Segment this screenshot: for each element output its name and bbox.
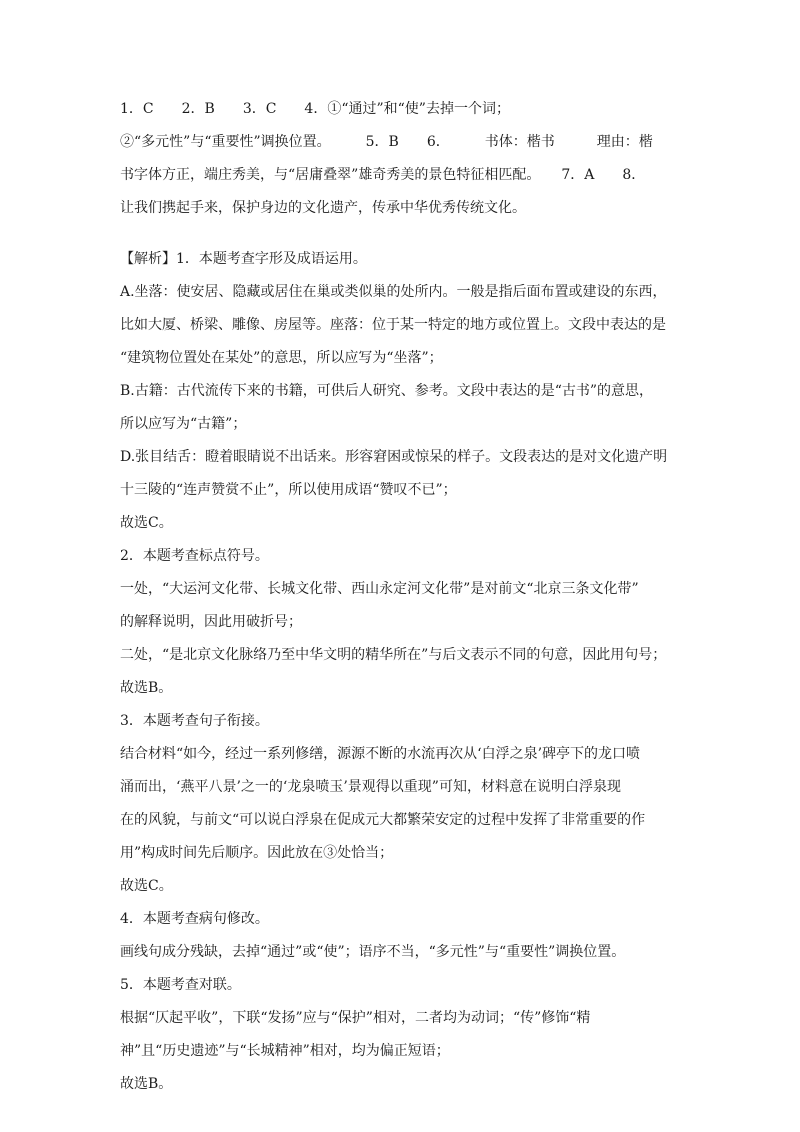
analysis-line: 涌而出，‘燕平八景’之一的‘龙泉喷玉’景观得以重现”可知，材料意在说明白浮泉现 [120,779,621,795]
analysis-line: 5．本题考查对联。 [120,977,241,993]
analysis-line: 2．本题考查标点符号。 [120,548,269,564]
analysis-line: A.坐落：使安居、隐藏或居住在巢或类似巢的处所内。一般是指后面布置或建设的东西， [120,284,667,300]
answer-line-1: 1．C 2．B 3．C 4．①“通过”和“使”去掉一个词； [120,101,510,117]
answer-line-4: 让我们携起手来，保护身边的文化遗产，传承中华优秀传统文化。 [120,200,526,216]
analysis-line: 的解释说明，因此用破折号； [120,614,302,630]
analysis-line: 根据“仄起平收”，下联“发扬”应与“保护”相对，二者均为动词；“传”修饰“精 [120,1010,591,1026]
analysis-line: 二处，“是北京文化脉络乃至中华文明的精华所在”与后文表示不同的句意，因此用句号； [120,647,667,663]
analysis-line: 比如大厦、桥梁、雕像、房屋等。座落：位于某一特定的地方或位置上。文段中表达的是 [120,317,666,333]
analysis-line: 故选B。 [120,680,173,696]
analysis-line: 3．本题考查句子衔接。 [120,713,269,729]
analysis-line: 一处，“大运河文化带、长城文化带、西山永定河文化带”是对前文“北京三条文化带” [120,581,639,597]
analysis-line: “建筑物位置处在某处”的意思，所以应写为“坐落”； [120,350,443,366]
analysis-line: B.古籍：古代流传下来的书籍，可供后人研究、参考。文段中表达的是“古书”的意思， [120,383,654,399]
analysis-line: 故选C。 [120,515,173,531]
analysis-line: 十三陵的“连声赞赏不止”，所以使用成语“赞叹不已”； [120,482,457,498]
analysis-line: 故选C。 [120,878,173,894]
analysis-line: 4．本题考查病句修改。 [120,911,269,927]
analysis-line: 在的风貌，与前文“可以说白浮泉在促成元大都繁荣安定的过程中发挥了非常重要的作 [120,812,646,828]
analysis-line: 所以应写为“古籍”； [120,416,247,432]
analysis-line: D.张目结舌：瞪着眼睛说不出话来。形容窘困或惊呆的样子。文段表达的是对文化遗产明 [120,449,668,465]
analysis-line: 结合材料“如今，经过一系列修缮，源源不断的水流再次从‘白浮之泉’碑亭下的龙口喷 [120,746,641,762]
analysis-line: 故选B。 [120,1076,173,1092]
answer-line-3: 书字体方正，端庄秀美，与“居庸叠翠”雄奇秀美的景色特征相匹配。 7．A 8． [120,167,646,183]
analysis-line: 用”构成时间先后顺序。因此放在③处恰当； [120,845,394,861]
analysis-line: 【解析】1．本题考查字形及成语运用。 [120,251,367,267]
analysis-line: 神”且“历史遗迹”与“长城精神”相对，均为偏正短语； [120,1043,450,1059]
answer-line-2: ②“多元性”与“重要性”调换位置。 5．B 6． 书体：楷书 理由：楷 [120,134,653,150]
analysis-line: 画线句成分残缺，去掉“通过”或“使”；语序不当，“多元性”与“重要性”调换位置。 [120,944,626,960]
